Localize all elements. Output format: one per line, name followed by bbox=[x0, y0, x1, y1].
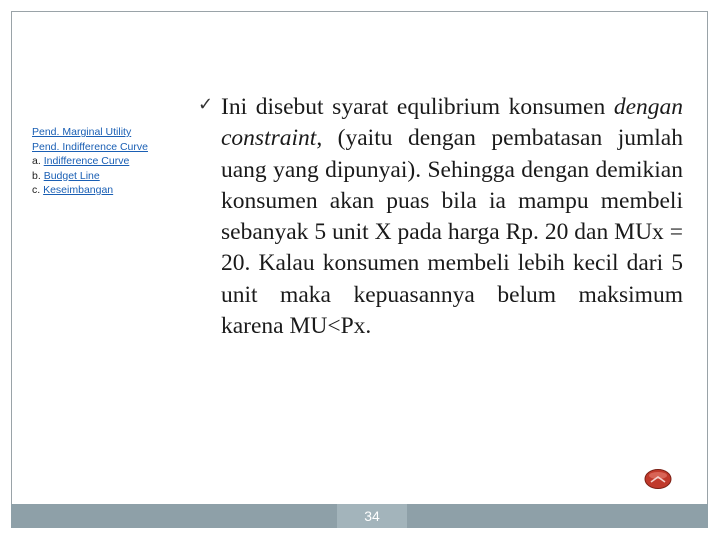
nav-item-indifference-curve[interactable] bbox=[32, 154, 148, 169]
nav-link-keseimbangan[interactable]: Keseimbangan bbox=[43, 184, 114, 196]
nav-link-marginal-utility[interactable]: Pend. Marginal Utility bbox=[32, 126, 132, 138]
home-button[interactable] bbox=[643, 468, 673, 490]
home-button-icon bbox=[643, 468, 673, 490]
nav-item-prefix: c. bbox=[32, 184, 44, 196]
page-number-box bbox=[337, 504, 407, 528]
footer-bar bbox=[11, 504, 708, 528]
slide-body-text bbox=[221, 92, 683, 342]
nav-item-marginal-utility[interactable] bbox=[32, 125, 148, 140]
nav-link-indifference-curve-approach[interactable]: Pend. Indifference Curve bbox=[32, 140, 148, 153]
nav-item-prefix: b. bbox=[32, 169, 44, 182]
nav-item-indifference-curve-approach[interactable] bbox=[32, 140, 148, 155]
nav-item-keseimbangan[interactable] bbox=[32, 183, 148, 198]
check-bullet-icon: ✓ bbox=[198, 94, 214, 115]
body-text-italic: dengan constraint bbox=[221, 94, 683, 152]
nav-link-indifference-curve[interactable]: Indifference Curve bbox=[43, 155, 130, 167]
slide-nav-links bbox=[32, 125, 148, 198]
page-number: 34 bbox=[364, 508, 380, 524]
nav-link-budget-line[interactable]: Budget Line bbox=[43, 169, 100, 182]
nav-item-budget-line[interactable] bbox=[32, 169, 148, 184]
body-text-part1: Ini disebut syarat equlibrium konsumen bbox=[221, 94, 614, 120]
nav-item-prefix: a. bbox=[32, 155, 44, 167]
body-text-part3: , (yaitu dengan pembatasan jumlah uang yang dipunyai). Sehingga dengan demikian konsumen akan puas bila ia mampu membeli sebanyak 5 unit X pada harga Rp. 20 dan MUx = 20. Kalau konsumen membeli lebih kecil dari 5 unit maka kepuasannya belum maksimum karena MU<Px. bbox=[221, 125, 683, 340]
